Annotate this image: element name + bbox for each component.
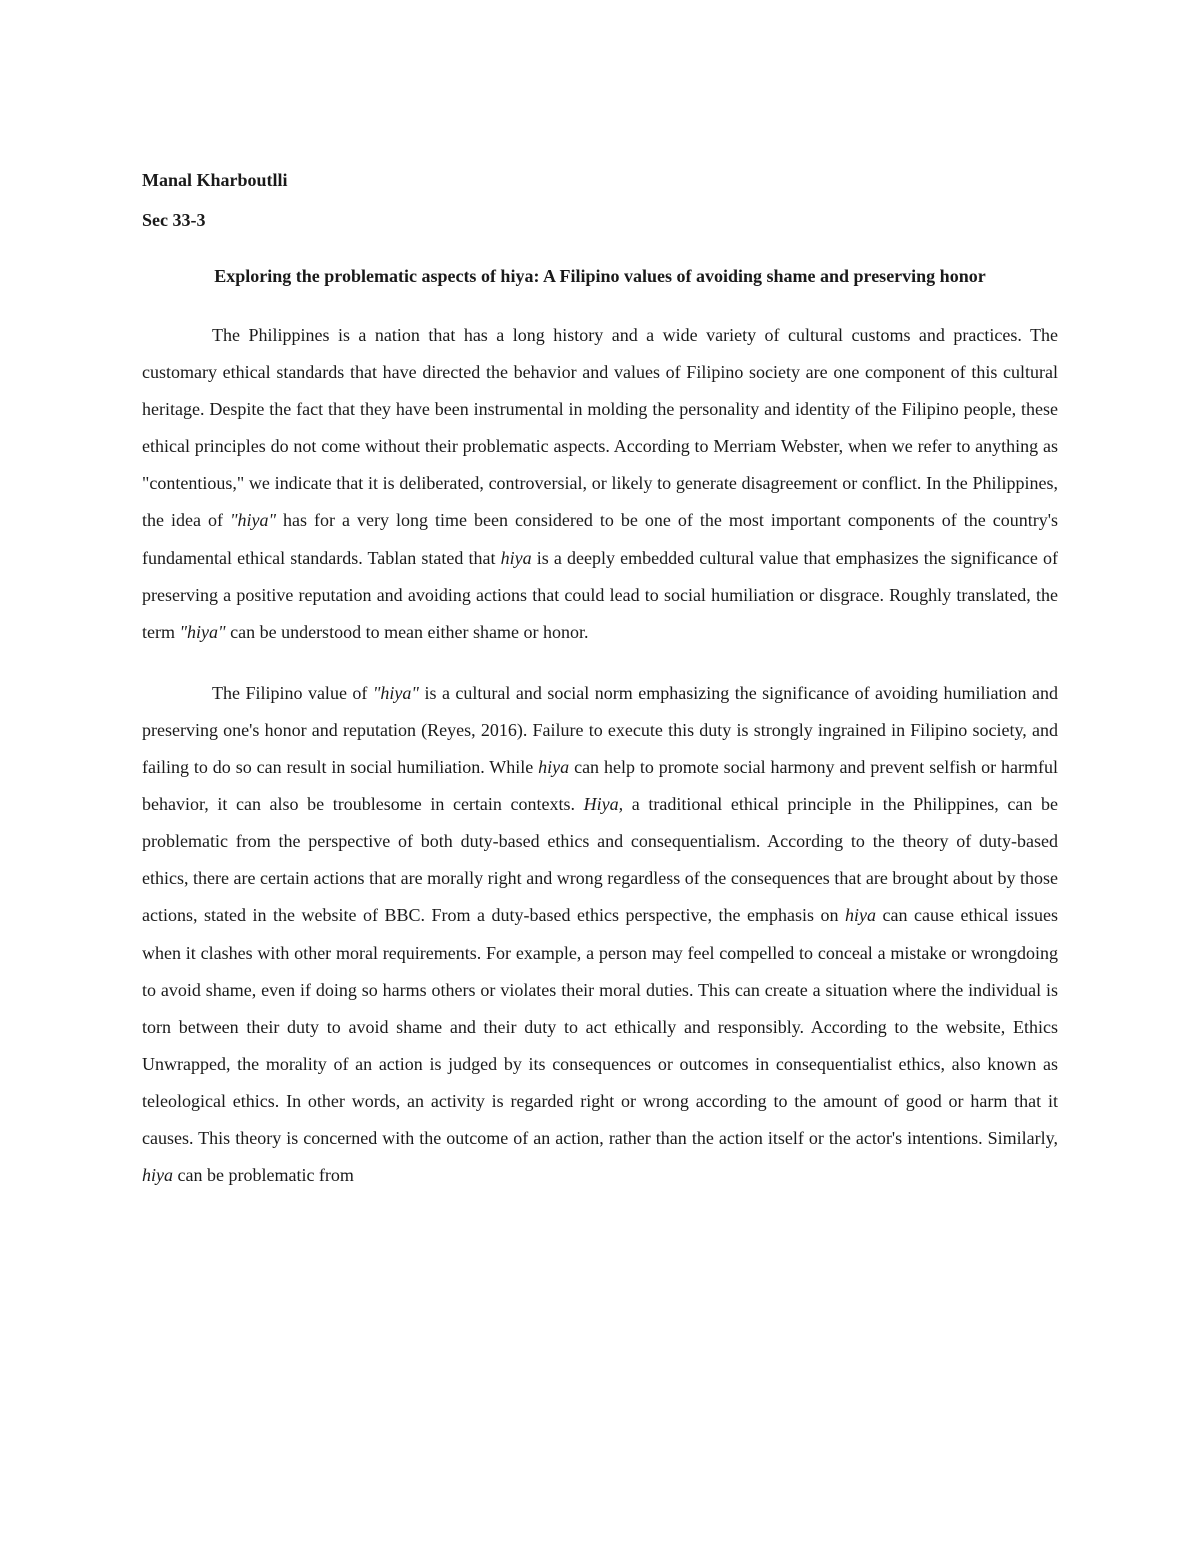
author-name: Manal Kharboutlli bbox=[142, 170, 288, 190]
text-run: has for a very long time been considered to be one of the most important components of the country's fundamental ethical standards. Tablan stated that bbox=[142, 510, 1058, 568]
emphasis-term: hiya bbox=[845, 905, 877, 926]
document-page bbox=[142, 160, 1058, 1194]
text-run: can be understood to mean either shame or honor. bbox=[225, 621, 589, 642]
text-run: is a cultural and social norm emphasizing the significance of avoiding humiliation and preserving one's honor and reputation (Reyes, 2016). Failure to execute this duty is strongly ingrained in Filipino society, and failing to do so can result in social humiliation. While bbox=[142, 682, 1058, 778]
text-run: The Filipino value of bbox=[212, 682, 373, 703]
section-label: Sec 33-3 bbox=[142, 210, 206, 230]
emphasis-term: hiya bbox=[142, 1165, 173, 1186]
emphasis-term: "hiya" bbox=[229, 510, 277, 531]
text-run: a traditional ethical principle in the Philippines, can be problematic from the perspective of both duty-based ethics and consequentialism. According to the theory of duty-based ethics, there are certain actions that are morally right and wrong regardless of the consequences that are brought about by those actions, stated in the website of BBC. From a duty-based ethics perspective, the emphasis on bbox=[142, 794, 1058, 926]
essay-title: Exploring the problematic aspects of hiya: A Filipino values of avoiding shame and preserving honor bbox=[214, 266, 986, 286]
paragraph-2 bbox=[142, 675, 1058, 1194]
text-run: can be problematic from bbox=[173, 1165, 354, 1186]
emphasis-term: hiya bbox=[538, 757, 570, 778]
emphasis-term: hiya bbox=[500, 547, 532, 568]
emphasis-term: "hiya" bbox=[179, 621, 226, 642]
text-run: can cause ethical issues when it clashes with other moral requirements. For example, a person may feel compelled to conceal a mistake or wrongdoing to avoid shame, even if doing so harms others or violates their moral duties. This can create a situation where the individual is torn between their duty to avoid shame and their duty to act ethically and responsibly. According to the website, Ethics Unwrapped, the morality of an action is judged by its consequences or outcomes in consequentialist ethics, also known as teleological ethics. In other words, an activity is regarded right or wrong according to the amount of good or harm that it causes. This theory is concerned with the outcome of an action, rather than the action itself or the actor's intentions. Similarly, bbox=[142, 905, 1059, 1148]
text-run: is a deeply embedded cultural value that emphasizes the significance of preserving a positive reputation and avoiding actions that could lead to social humiliation or disgrace. Roughly translated, the term bbox=[142, 547, 1058, 642]
emphasis-term: Hiya, bbox=[583, 794, 624, 815]
text-run: The Philippines is a nation that has a long history and a wide variety of cultural customs and practices. The customary ethical standards that have directed the behavior and values of Filipino society are one component of this cultural heritage. Despite the fact that they have been instrumental in molding the personality and identity of the Filipino people, these ethical principles do not come without their problematic aspects. According to Merriam Webster, when we refer to anything as "contentious," we indicate that it is deliberated, controversial, or likely to generate disagreement or conflict. In the Philippines, the idea of bbox=[142, 325, 1058, 531]
text-run: can help to promote social harmony and prevent selfish or harmful behavior, it can also be troublesome in certain contexts. bbox=[142, 757, 1058, 815]
emphasis-term: "hiya" bbox=[372, 682, 419, 703]
paragraph-1 bbox=[142, 317, 1058, 651]
